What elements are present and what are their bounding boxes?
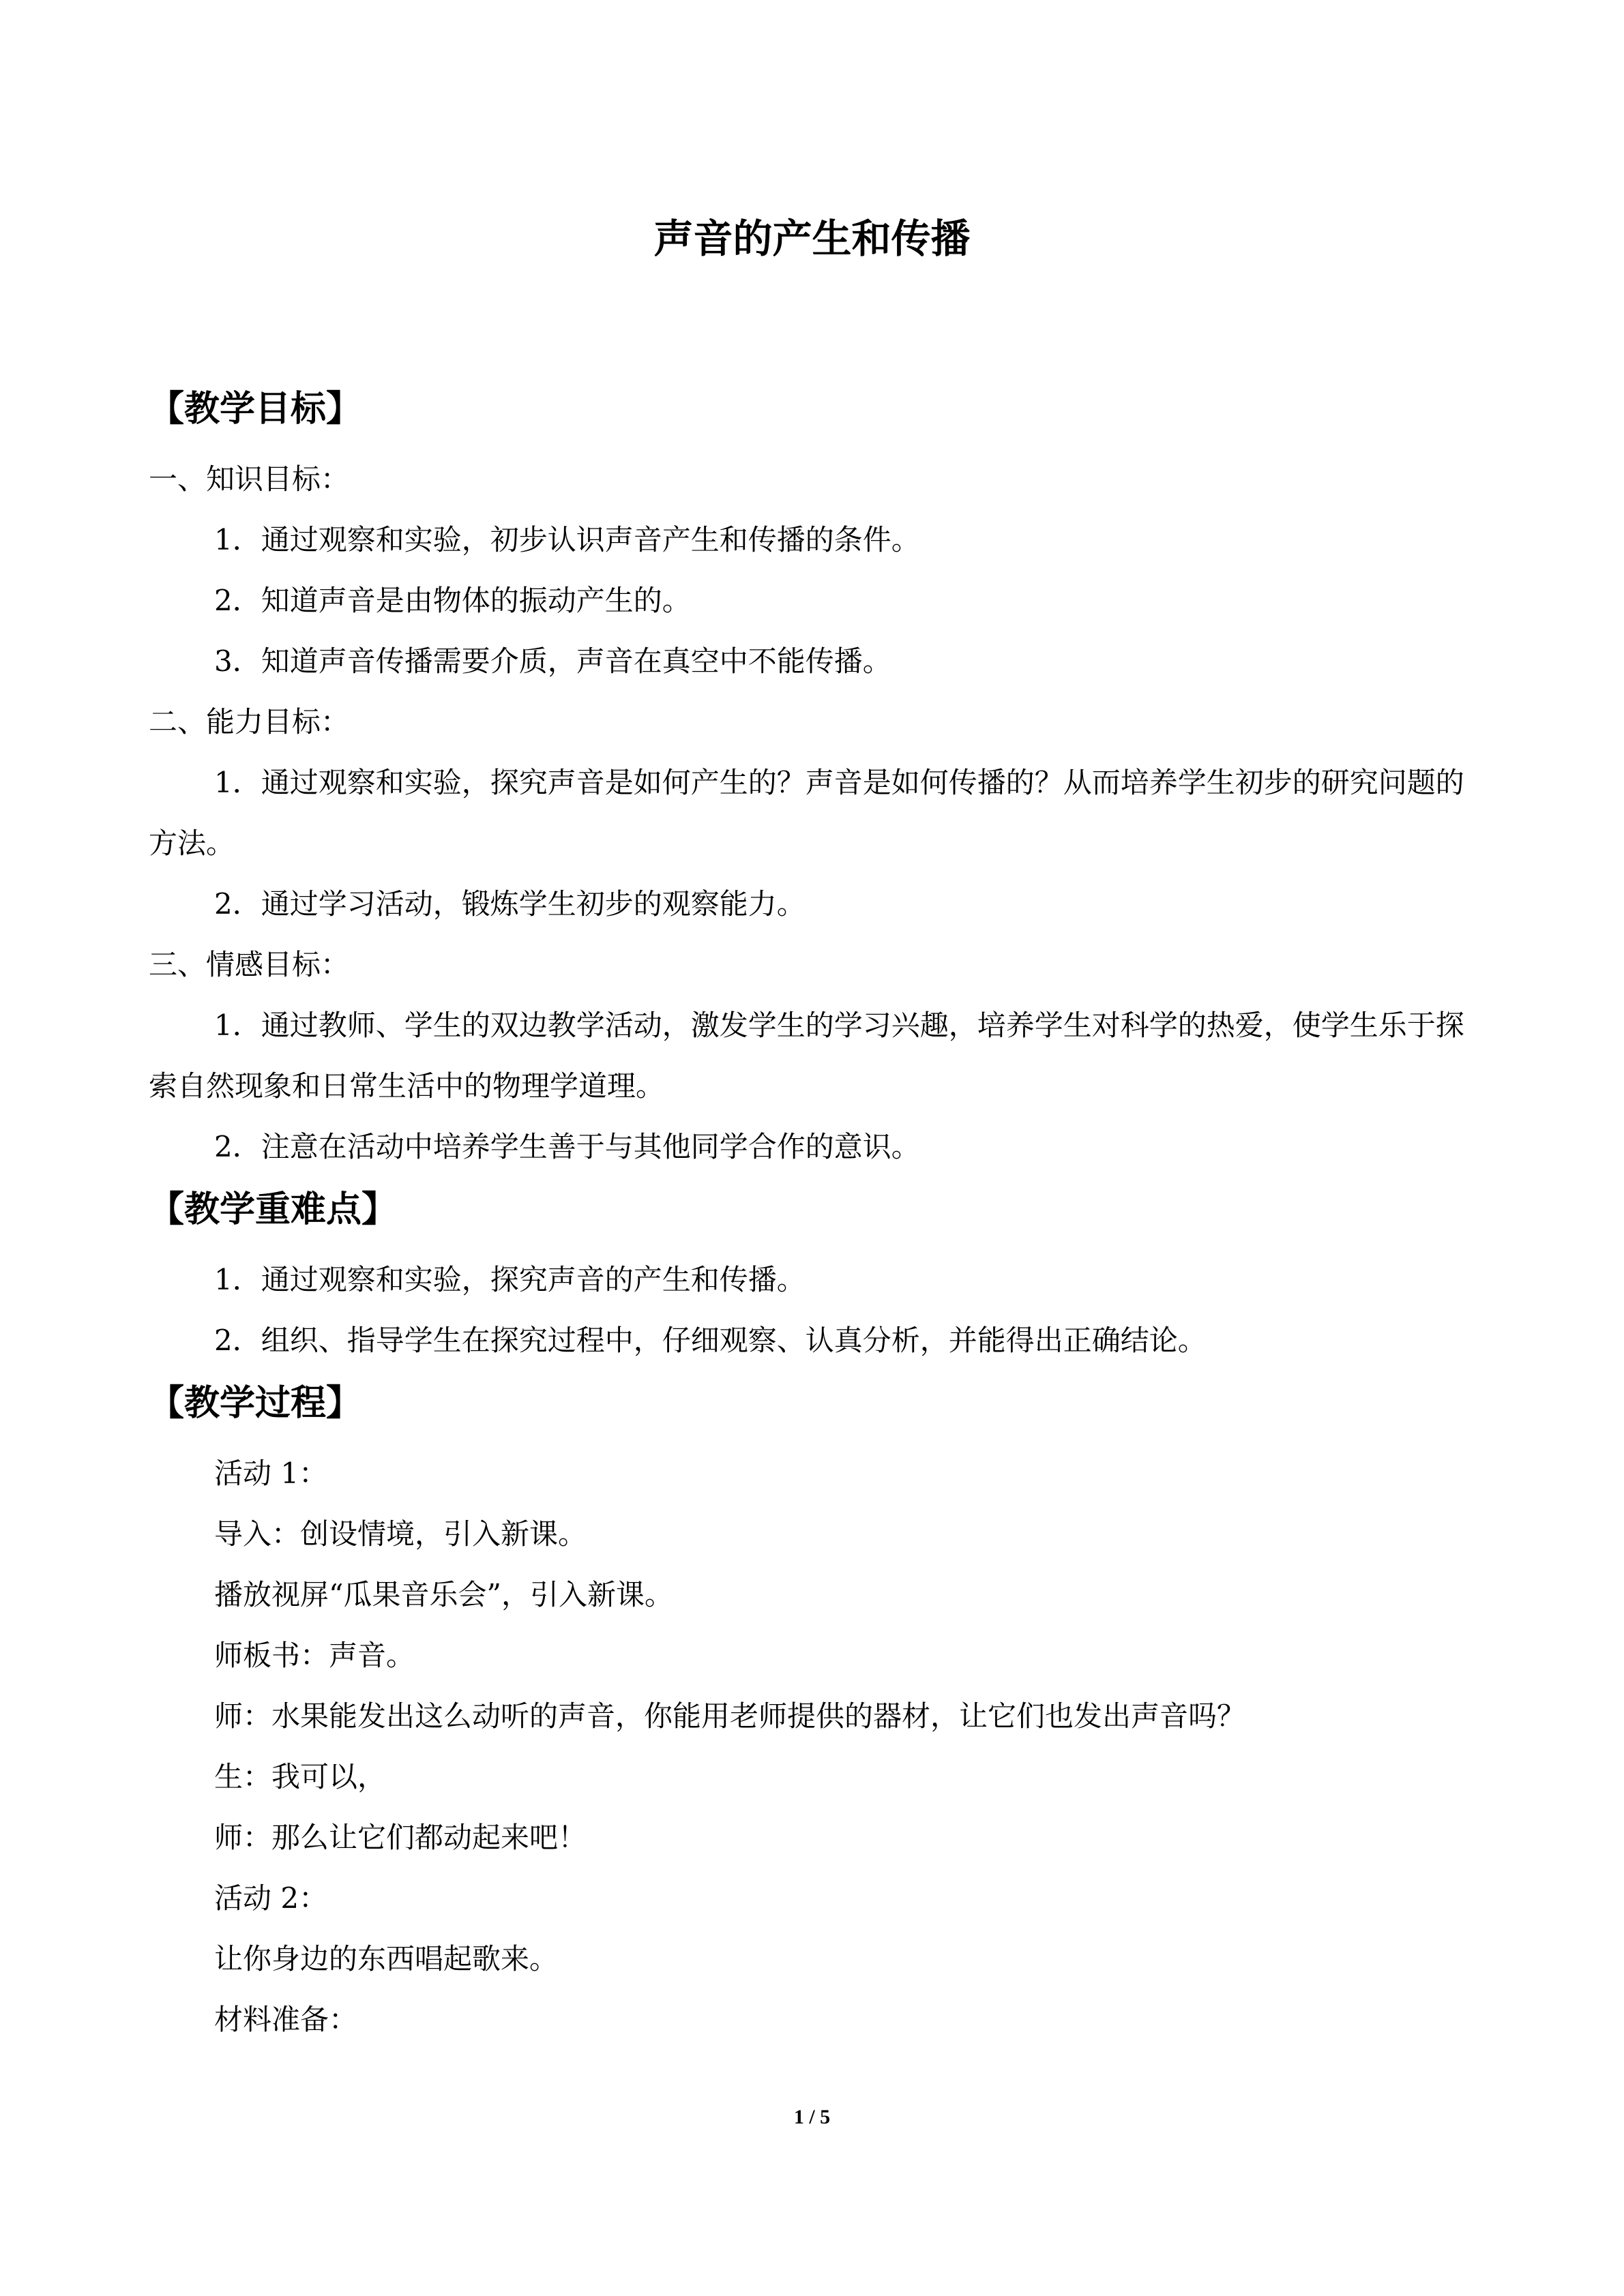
knowledge-item: 3．知道声音传播需要介质，声音在真空中不能传播。 — [214, 644, 891, 678]
emotion-item: 2．注意在活动中培养学生善于与其他同学合作的意识。 — [214, 1130, 920, 1163]
knowledge-label: 一、知识目标： — [149, 462, 350, 496]
process-line: 师板书：声音。 — [214, 1639, 415, 1672]
ability-item: 2．通过学习活动，锻炼学生初步的观察能力。 — [214, 887, 806, 921]
emotion-item: 1．通过教师、学生的双边教学活动，激发学生的学习兴趣，培养学生对科学的热爱，使学生乐于探索自然现象和日常生活中的物理学道理。 — [149, 1009, 1464, 1103]
process-line: 让你身边的东西唱起歌来。 — [214, 1942, 559, 1976]
process-heading: 【教学过程】 — [149, 1383, 362, 1424]
process-line: 活动 1： — [214, 1457, 328, 1490]
key-points-heading: 【教学重难点】 — [149, 1189, 398, 1230]
page-number: 1 / 5 — [793, 2106, 831, 2128]
objectives-heading: 【教学目标】 — [149, 389, 362, 430]
process-line: 活动 2： — [214, 1881, 328, 1915]
document-body — [149, 382, 1479, 2050]
key-point-item: 2．组织、指导学生在探究过程中，仔细观察、认真分析，并能得出正确结论。 — [214, 1324, 1207, 1357]
knowledge-item: 2．知道声音是由物体的振动产生的。 — [214, 584, 691, 617]
process-section — [149, 1376, 1479, 2050]
emotion-label: 三、情感目标： — [149, 948, 350, 981]
ability-label: 二、能力目标： — [149, 705, 350, 739]
process-line: 师：水果能发出这么动听的声音，你能用老师提供的器材，让它们也发出声音吗？ — [214, 1699, 1246, 1733]
ability-item: 1．通过观察和实验，探究声音是如何产生的？声音是如何传播的？从而培养学生初步的研究问题的方法。 — [149, 766, 1464, 860]
key-points-section — [149, 1182, 1479, 1371]
process-line: 生：我可以， — [214, 1760, 387, 1793]
page-title: 声音的产生和传播 — [653, 215, 971, 262]
process-line: 师：那么让它们都动起来吧！ — [214, 1821, 587, 1854]
process-line: 导入：创设情境，引入新课。 — [214, 1517, 587, 1551]
process-line: 播放视屏“瓜果音乐会”，引入新课。 — [214, 1578, 673, 1611]
objectives-section — [149, 382, 1479, 1177]
process-line: 材料准备： — [214, 2003, 358, 2036]
key-point-item: 1．通过观察和实验，探究声音的产生和传播。 — [214, 1263, 806, 1296]
knowledge-item: 1．通过观察和实验，初步认识声音产生和传播的条件。 — [214, 523, 920, 556]
